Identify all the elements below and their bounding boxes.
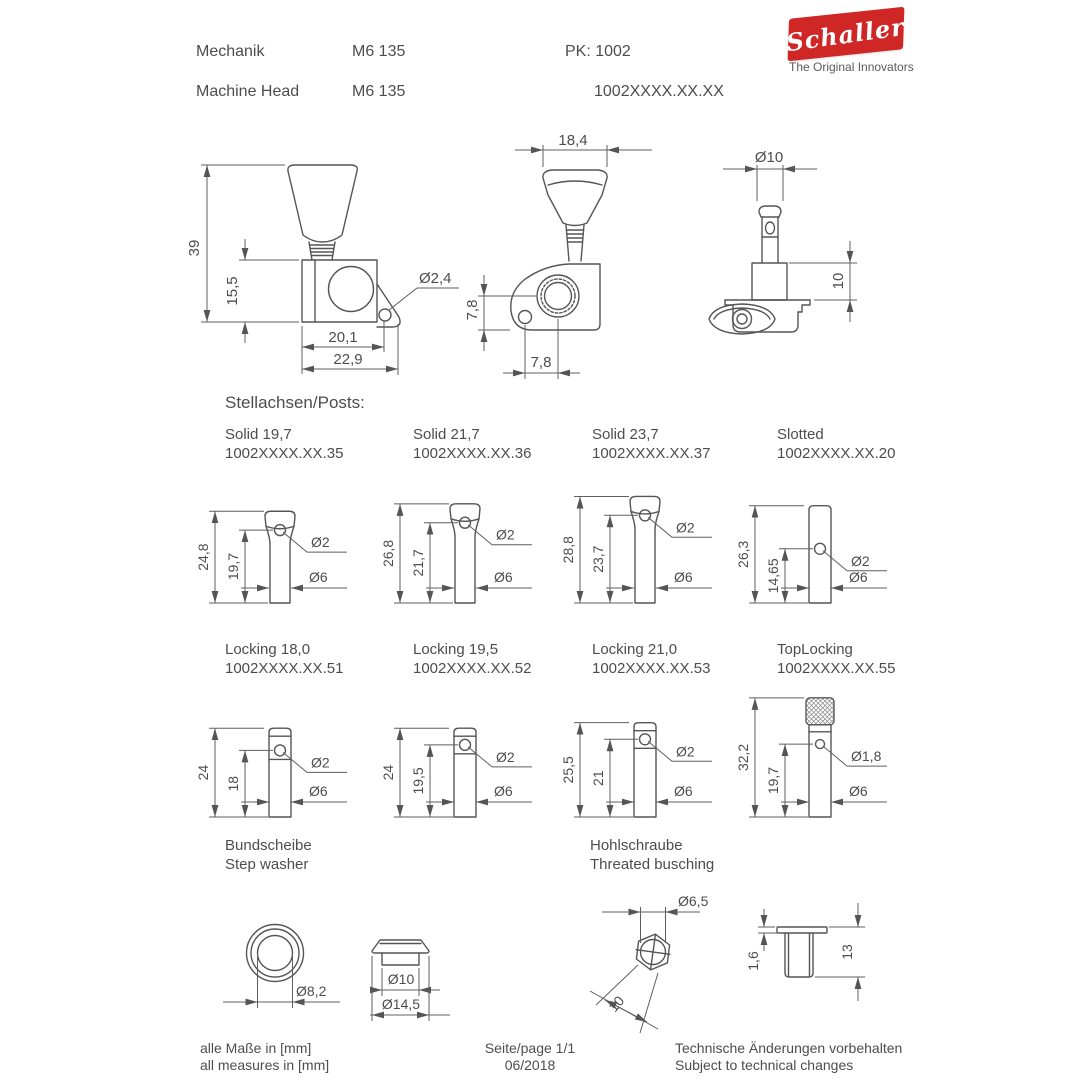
model-line2: M6 135 xyxy=(352,83,406,100)
dim-label: Ø6 xyxy=(309,783,328,799)
dim-label: Ø6 xyxy=(494,569,513,585)
dim-label: Ø2 xyxy=(311,534,330,551)
dim-label: 24 xyxy=(195,764,211,781)
dim-button-width: 18,4 xyxy=(558,132,588,149)
dim-label: 14,65 xyxy=(765,558,781,594)
post-label-locking-21 xyxy=(592,640,710,678)
bushing-title-de: Hohlschraube xyxy=(590,837,683,854)
bushing-hex-outline xyxy=(634,933,672,971)
dim-width-total: 22,9 xyxy=(333,351,363,368)
dim-label: 18 xyxy=(225,775,241,792)
header-pk xyxy=(565,22,724,122)
dim-total-height: 39 xyxy=(186,239,203,257)
tuner-side-outline xyxy=(288,165,400,327)
bushing-title xyxy=(590,836,714,874)
post-dimensions xyxy=(560,723,712,817)
date-label: 06/2018 xyxy=(504,1057,556,1073)
notice-en: Subject to technical changes xyxy=(675,1057,854,1073)
post-name: Solid 21,7 xyxy=(413,426,480,443)
post-diagram-solid-21-7 xyxy=(380,478,570,636)
dim-label: 26,3 xyxy=(735,540,751,568)
post-label-toplocking xyxy=(777,640,895,678)
post-code: 1002XXXX.XX.53 xyxy=(592,660,711,677)
post-name: Solid 19,7 xyxy=(225,426,292,443)
post-code: 1002XXXX.XX.20 xyxy=(777,445,896,462)
logo-brand-text: Schaller xyxy=(785,11,907,57)
dim-label: Ø6 xyxy=(674,783,693,799)
dim-bushing-across-flats: 10 xyxy=(605,992,628,1015)
dim-label: 19,5 xyxy=(410,767,426,795)
bushing-title-en: Threated busching xyxy=(590,856,715,873)
tuner-top-outline xyxy=(709,206,810,334)
post-code: 1002XXXX.XX.55 xyxy=(777,660,896,677)
dim-label: 21,7 xyxy=(410,549,426,577)
dim-housing-height-front: 7,8 xyxy=(464,299,481,321)
washer-title-de: Bundscheibe xyxy=(225,837,312,854)
dim-post-dia: Ø10 xyxy=(754,149,784,166)
post-outline xyxy=(269,728,291,817)
dim-housing-depth: 10 xyxy=(830,272,847,290)
units-de: alle Maße in [mm] xyxy=(200,1040,312,1056)
post-diagram-locking-19-5 xyxy=(380,692,570,850)
washer-title-en: Step washer xyxy=(225,856,309,873)
dim-label: 28,8 xyxy=(560,536,576,564)
dim-screw-hole: Ø2,4 xyxy=(419,270,452,287)
dim-screw-offset: 7,8 xyxy=(530,354,552,371)
dim-label: Ø6 xyxy=(494,783,513,799)
pk-number: 1002XXXX.XX.XX xyxy=(594,83,724,100)
dim-washer-body-dia: Ø10 xyxy=(387,971,415,987)
units-en: all measures in [mm] xyxy=(200,1057,330,1073)
header-product xyxy=(196,22,299,122)
post-dimensions xyxy=(380,728,532,817)
post-code: 1002XXXX.XX.35 xyxy=(225,445,344,462)
post-code: 1002XXXX.XX.52 xyxy=(413,660,532,677)
post-diagram-slotted xyxy=(735,478,925,636)
bushing-top-dimensions xyxy=(590,893,709,1033)
dim-label: 24,8 xyxy=(195,543,211,571)
dim-label: 23,7 xyxy=(590,545,606,573)
post-outline xyxy=(450,504,480,603)
pk-label: PK: 1002 xyxy=(565,43,631,60)
post-label-locking-19-5 xyxy=(413,640,531,678)
post-outline xyxy=(630,496,660,603)
footer-notice xyxy=(675,1040,902,1074)
side-view-dimensions xyxy=(186,165,459,375)
post-outline xyxy=(454,728,476,817)
dim-label: Ø6 xyxy=(674,569,693,585)
post-label-slotted xyxy=(777,425,895,463)
dim-label: 19,7 xyxy=(765,766,781,795)
post-code: 1002XXXX.XX.37 xyxy=(592,445,711,462)
dim-label: 26,8 xyxy=(380,539,396,568)
dim-label: Ø2 xyxy=(311,754,330,771)
post-diagram-toplocking xyxy=(735,692,925,850)
front-view-dimensions xyxy=(464,132,652,379)
dim-bushing-hole-dia: Ø6,5 xyxy=(678,893,709,909)
page-label: Seite/page 1/1 xyxy=(484,1040,576,1056)
dim-label: Ø6 xyxy=(849,783,868,799)
post-outline xyxy=(806,698,834,817)
bushing-side-dimensions xyxy=(745,903,865,1001)
bushing-side-view xyxy=(745,885,920,1045)
footer-page xyxy=(430,1040,630,1074)
post-dimensions xyxy=(380,504,532,603)
bushing-top-view xyxy=(590,885,760,1045)
drawing-top-view xyxy=(705,133,920,368)
dim-label: Ø2 xyxy=(676,519,695,536)
dim-label: Ø1,8 xyxy=(851,748,882,765)
washer-side-dimensions xyxy=(370,956,450,1021)
dim-bushing-total-h: 13 xyxy=(839,944,855,960)
post-name: Slotted xyxy=(777,426,824,443)
post-code: 1002XXXX.XX.36 xyxy=(413,445,532,462)
dim-bushing-flange-h: 1,6 xyxy=(745,951,761,971)
post-dimensions xyxy=(195,511,347,603)
product-label-en: Machine Head xyxy=(196,83,300,100)
dim-width-inner: 20,1 xyxy=(328,329,358,346)
top-view-dimensions xyxy=(723,149,857,322)
post-name: Solid 23,7 xyxy=(592,426,659,443)
dim-label: 21 xyxy=(590,770,606,786)
post-label-solid-21-7 xyxy=(413,425,531,463)
tuner-front-outline xyxy=(511,170,607,330)
dim-housing-height: 15,5 xyxy=(224,276,241,306)
logo-tagline: The Original Innovators xyxy=(789,60,914,74)
washer-side-view xyxy=(370,890,540,1040)
post-name: Locking 19,5 xyxy=(413,641,499,658)
dim-label: 24 xyxy=(380,764,396,781)
post-label-solid-19-7 xyxy=(225,425,343,463)
schaller-logo xyxy=(785,7,907,62)
dim-washer-inner-dia: Ø8,2 xyxy=(296,983,327,999)
dim-label: 25,5 xyxy=(560,756,576,784)
bushing-side-outline xyxy=(777,927,827,977)
dim-label: Ø6 xyxy=(849,569,868,585)
dim-label: Ø6 xyxy=(309,569,328,585)
post-diagram-solid-23-7 xyxy=(560,478,750,636)
post-outline xyxy=(634,723,656,817)
header-model xyxy=(352,22,405,122)
washer-cup-outline xyxy=(372,940,429,965)
washer-title xyxy=(225,836,312,874)
dim-label: Ø2 xyxy=(676,743,695,760)
post-label-solid-23-7 xyxy=(592,425,710,463)
dim-label: Ø2 xyxy=(496,526,515,543)
post-diagram-locking-18 xyxy=(195,692,385,850)
dim-label: Ø2 xyxy=(496,748,515,765)
notice-de: Technische Änderungen vorbehalten xyxy=(675,1040,903,1056)
post-outline xyxy=(265,511,295,603)
post-name: Locking 18,0 xyxy=(225,641,311,658)
footer-units xyxy=(200,1040,329,1074)
dim-label: 32,2 xyxy=(735,743,751,772)
product-label-de: Mechanik xyxy=(196,43,265,60)
dim-washer-flange-dia: Ø14,5 xyxy=(381,996,421,1012)
post-diagram-solid-19-7 xyxy=(195,478,385,636)
posts-heading: Stellachsen/Posts: xyxy=(225,393,365,412)
washer-circles xyxy=(247,925,304,982)
drawing-front-view xyxy=(464,132,710,383)
post-name: TopLocking xyxy=(777,641,853,658)
post-code: 1002XXXX.XX.51 xyxy=(225,660,344,677)
post-name: Locking 21,0 xyxy=(592,641,678,658)
post-dimensions xyxy=(735,506,887,603)
post-diagram-locking-21 xyxy=(560,692,750,850)
dim-label: 19,7 xyxy=(225,552,241,581)
post-label-locking-18 xyxy=(225,640,343,678)
dim-label: Ø2 xyxy=(851,552,870,569)
drawing-side-view xyxy=(185,138,485,383)
washer-top-view xyxy=(195,890,365,1040)
model-line1: M6 135 xyxy=(352,43,406,60)
post-dimensions xyxy=(195,728,347,817)
